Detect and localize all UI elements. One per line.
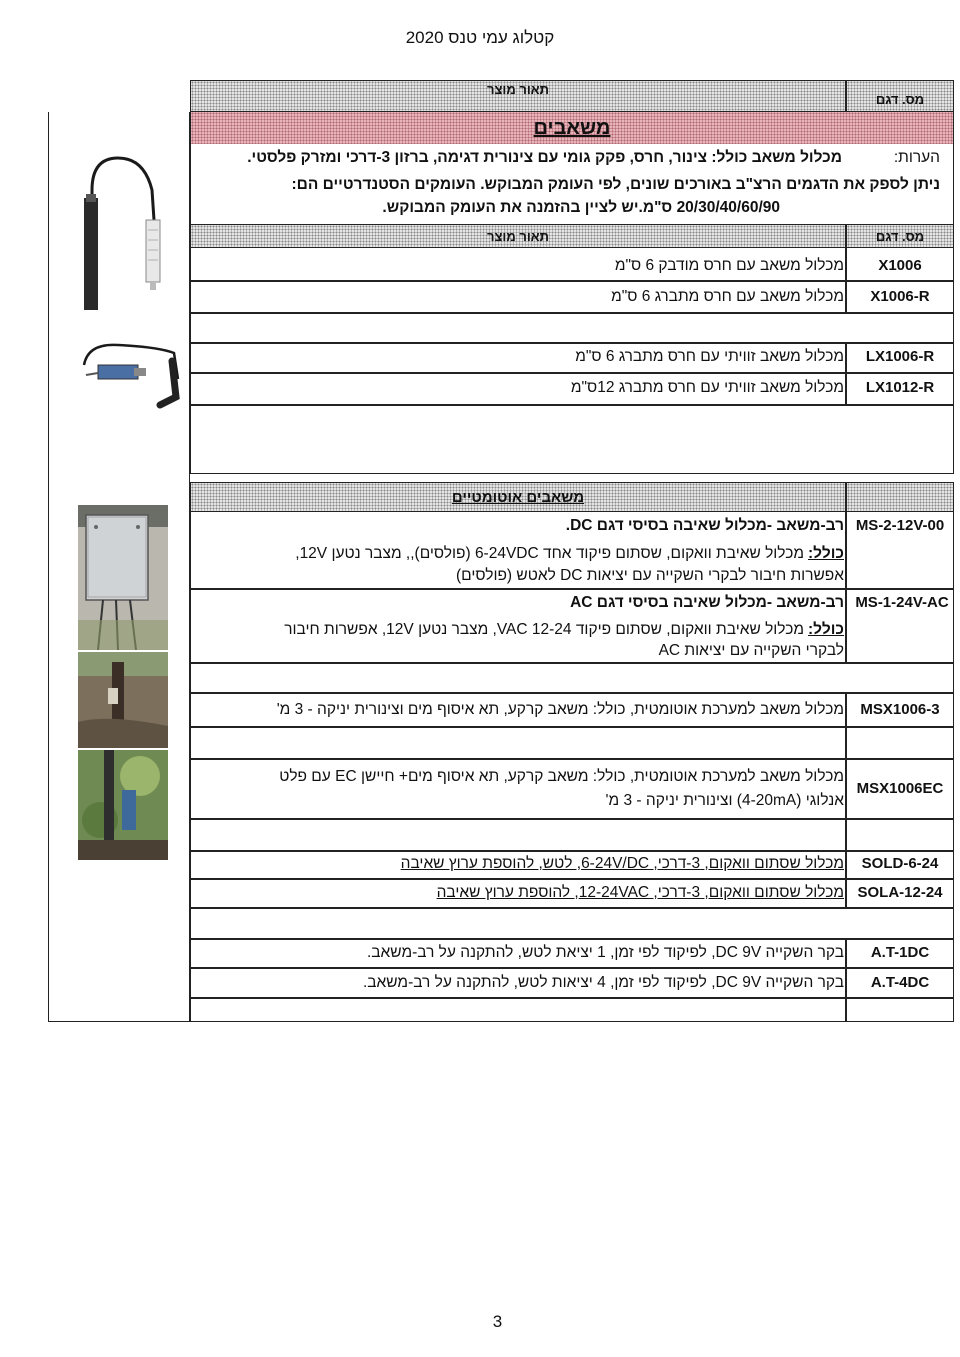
- notes-line-2: ניתן לספק את הדגמים הרצ"ב באורכים שונים, לפי העומק המבוקש. העומקים הסטנדרטיים הם:: [291, 176, 940, 193]
- desc-sold-6-24: מכלול שסתום וואקום, 3-דרכי, 6-24V/DC, לטש, להוספת ערוץ שאיבה: [400, 855, 844, 872]
- sub-header-code-label: מס. דגם: [875, 228, 925, 244]
- desc-sola-12-24: מכלול שסתום וואקום, 3-דרכי, 12-24VAC, להוספת ערוץ שאיבה: [436, 884, 844, 901]
- model-code-ms-1: MS-1-24V-AC: [855, 594, 949, 611]
- table-header-desc: [190, 80, 846, 112]
- model-code-x1006: X1006: [878, 257, 922, 274]
- page-number: 3: [492, 1312, 503, 1331]
- ms2-line-1: מכלול שאיבת וואקום, שסתום פיקוד אחד 6-24VDC (פולסים),, מצבר נטען 12V,: [295, 545, 804, 562]
- auto-section-header-code: [846, 482, 954, 512]
- model-code-msx1006-3: MSX1006-3: [860, 701, 940, 718]
- model-code-msx1006ec: MSX1006EC: [856, 780, 944, 797]
- sub-header-desc-label: תאור מוצר: [487, 228, 549, 244]
- section-title-bar: [191, 112, 953, 144]
- notes-line-3: 20/30/40/60/90 ס"מ.יש לציין בהזמנה את העומק המבוקש.: [382, 199, 780, 216]
- page-title: קטלוג עמי טנס 2020: [405, 28, 555, 47]
- notes-label: הערות:: [893, 149, 940, 166]
- auto-section-title: משאבים אוטומטיים: [451, 488, 585, 506]
- header-desc-label: תאור מוצר: [487, 81, 549, 97]
- model-code-x1006-r: X1006-R: [870, 288, 930, 305]
- desc-lx1006-r: מכלול משאב זוויתי עם חרס מתברג 6 ס"מ: [575, 348, 844, 365]
- model-code-sold-6-24: SOLD-6-24: [861, 855, 939, 872]
- model-code-lx1006-r: LX1006-R: [865, 348, 935, 365]
- ms2-title: רב-משאב -מכלול שאיבה בסיסי דגם DC.: [565, 517, 844, 534]
- angled-sampler-photo-icon: [78, 335, 186, 415]
- model-code-lx1012-r: LX1012-R: [865, 379, 935, 396]
- sub-header-desc: [190, 224, 846, 248]
- table-header-code: [846, 80, 954, 112]
- ms1-line-1: מכלול שאיבת וואקום, שסתום פיקוד VAC 12-24, מצבר נטען 12V, אפשרות חיבור: [284, 621, 804, 638]
- field-photo-icon: [78, 652, 168, 748]
- msx1006ec-line-1: מכלול משאב למערכת אוטומטית, כולל: משאב קרקע, תא איסוף מים+ חיישן EC עם פלט: [279, 768, 844, 785]
- model-code-at-1dc: A.T-1DC: [870, 944, 930, 961]
- sampler-photo-icon: [62, 150, 180, 330]
- notes-line-1: מכלול משאב כולל: צינור, חרס, פקק גומי עם צינורית דגימה, ברזון 3-דרכי ומזרק פלסטי.: [247, 149, 842, 166]
- installed-sampler-photo-icon: [78, 750, 168, 860]
- auto-section-header: [190, 482, 846, 512]
- msx1006ec-line-2: אנלוגי (4-20mA) וצינורית יניקה - 3 מ': [605, 792, 844, 809]
- model-code-sola-12-24: SOLA-12-24: [857, 884, 943, 901]
- desc-at-4dc: בקר השקייה DC 9V, לפיקוד לפי זמן, 4 יציאות לטש, להתקנה על רב-משאב.: [362, 974, 844, 991]
- desc-msx1006-3: מכלול משאב למערכת אוטומטית, כולל: משאב קרקע, תא איסוף מים וצינורית יניקה - 3 מ': [276, 701, 844, 718]
- desc-x1006: מכלול משאב עם חרס מודבק 6 ס"מ: [614, 257, 844, 274]
- ms1-title: רב-משאב -מכלול שאיבה בסיסי דגם AC: [570, 594, 844, 611]
- multi-sampler-box-photo-icon: [78, 505, 168, 650]
- model-code-ms-2: MS-2-12V-00: [855, 517, 945, 534]
- ms2-label: כולל:: [808, 545, 844, 562]
- header-code-label: מס. דגם: [875, 91, 925, 107]
- desc-x1006-r: מכלול משאב עם חרס מתברג 6 ס"מ: [611, 288, 844, 305]
- ms2-line-2: אפשרות חיבור לבקרי השקייה עם יציאות DC לאטש (פולסים): [456, 567, 844, 584]
- desc-lx1012-r: מכלול משאב זוויתי עם חרס מתברג 12ס"מ: [570, 379, 844, 396]
- sub-header-code: [846, 224, 954, 248]
- ms1-label: כולל:: [808, 621, 844, 638]
- desc-at-1dc: בקר השקייה DC 9V, לפיקוד לפי זמן, 1 יציאת לטש, להתקנה על רב-משאב.: [366, 944, 844, 961]
- ms1-line-2: לבקרי השקייה עם יציאות AC: [658, 642, 844, 659]
- model-code-at-4dc: A.T-4DC: [870, 974, 930, 991]
- section-title: משאבים: [533, 116, 611, 139]
